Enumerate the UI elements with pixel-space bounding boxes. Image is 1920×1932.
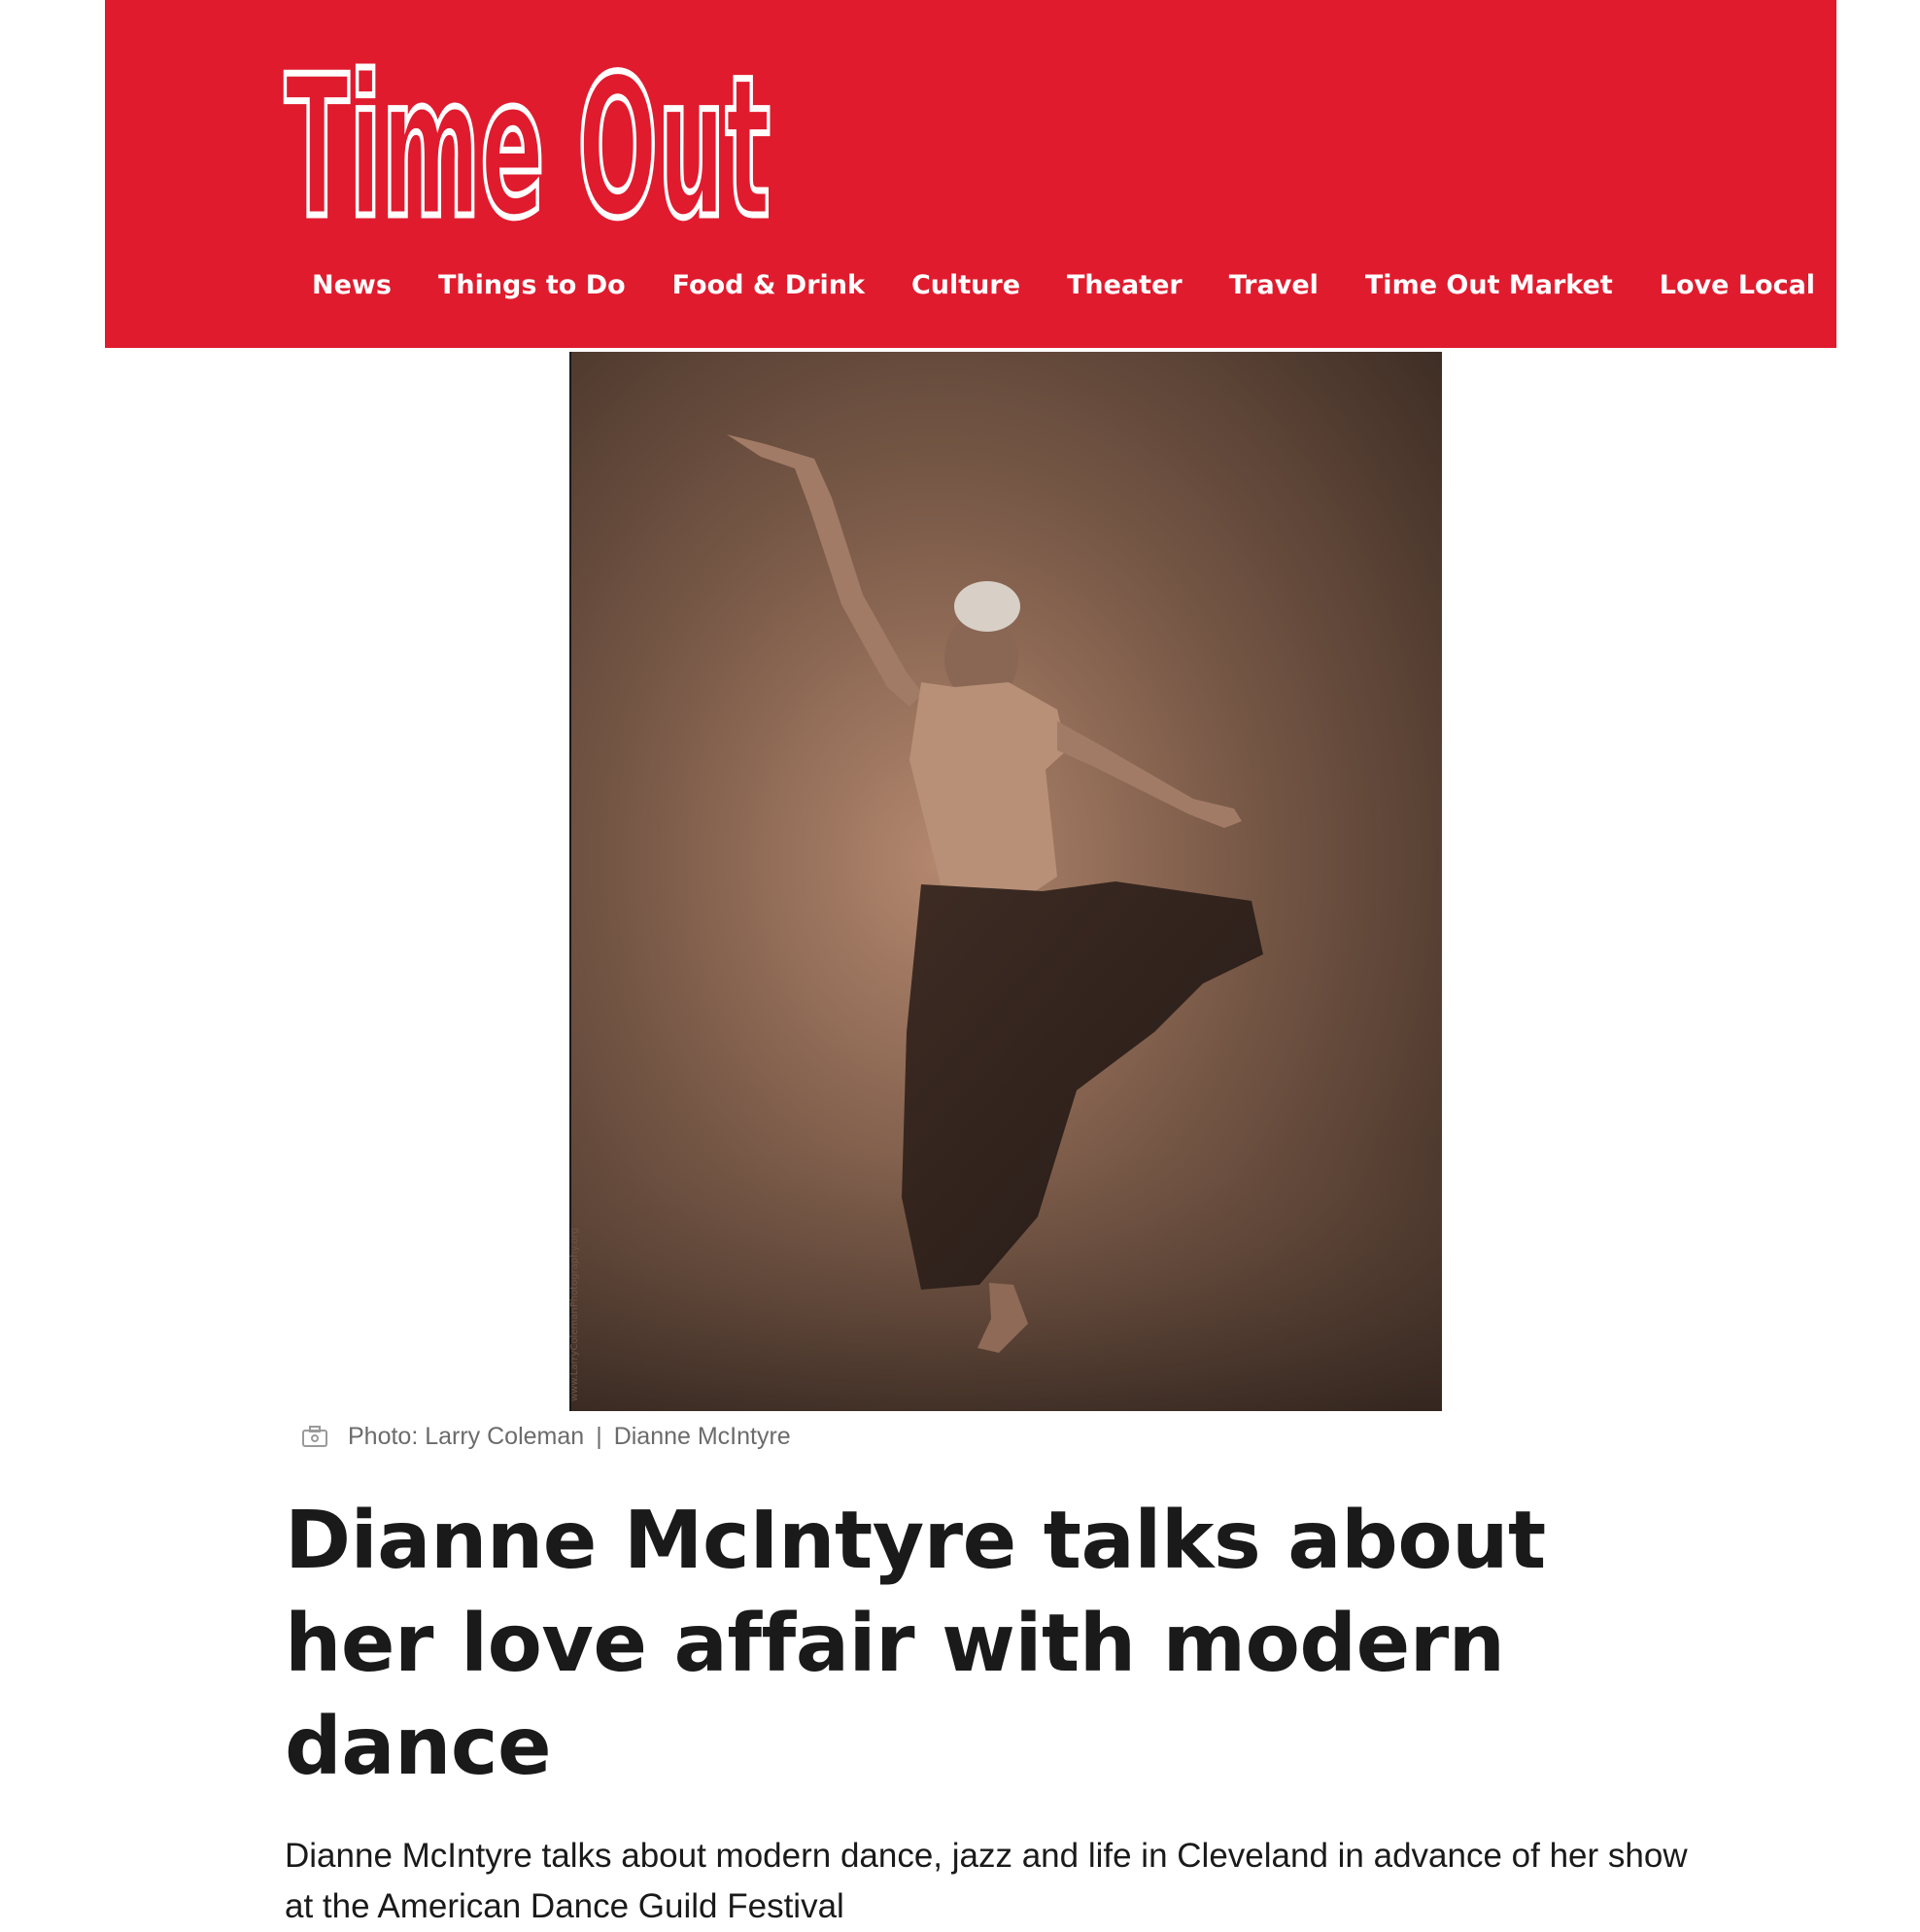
article-headline: Dianne McIntyre talks about her love affair with modern dance: [285, 1495, 1546, 1793]
nav-item-love-local[interactable]: Love Local: [1659, 270, 1816, 300]
site-header: [105, 0, 1872, 348]
caption-subject: Dianne McIntyre: [613, 1422, 791, 1450]
nav-item-theater[interactable]: Theater: [1067, 270, 1183, 300]
nav-item-culture[interactable]: Culture: [910, 270, 1021, 300]
nav-item-food-drink[interactable]: Food & Drink: [671, 270, 865, 300]
main-nav: [312, 270, 1918, 300]
timeout-logo-mark: [285, 35, 780, 261]
nav-item-news[interactable]: News: [312, 270, 392, 300]
nav-item-travel[interactable]: Travel: [1228, 270, 1319, 300]
caption-separator: |: [596, 1422, 602, 1450]
photo-caption: [301, 1421, 791, 1452]
nav-item-things-to-do[interactable]: Things to Do: [437, 270, 626, 300]
svg-text:Time Out: Time Out: [285, 35, 771, 261]
timeout-logo[interactable]: [285, 35, 780, 261]
caption-credit: Photo: Larry Coleman: [348, 1422, 585, 1450]
article-standfirst: Dianne McIntyre talks about modern dance, jazz and life in Cleveland in advance of her show at the American Dance Guild Festival: [285, 1837, 1688, 1925]
dancer-photo: [571, 352, 1442, 1411]
hero-photo: [569, 352, 1440, 1411]
svg-text:www.LarryColemanPhotography.or: www.LarryColemanPhotography.org: [569, 1227, 580, 1401]
camera-icon: [301, 1425, 328, 1448]
nav-item-more[interactable]: I: [1862, 270, 1872, 300]
nav-item-time-out-market[interactable]: Time Out Market: [1364, 270, 1613, 300]
